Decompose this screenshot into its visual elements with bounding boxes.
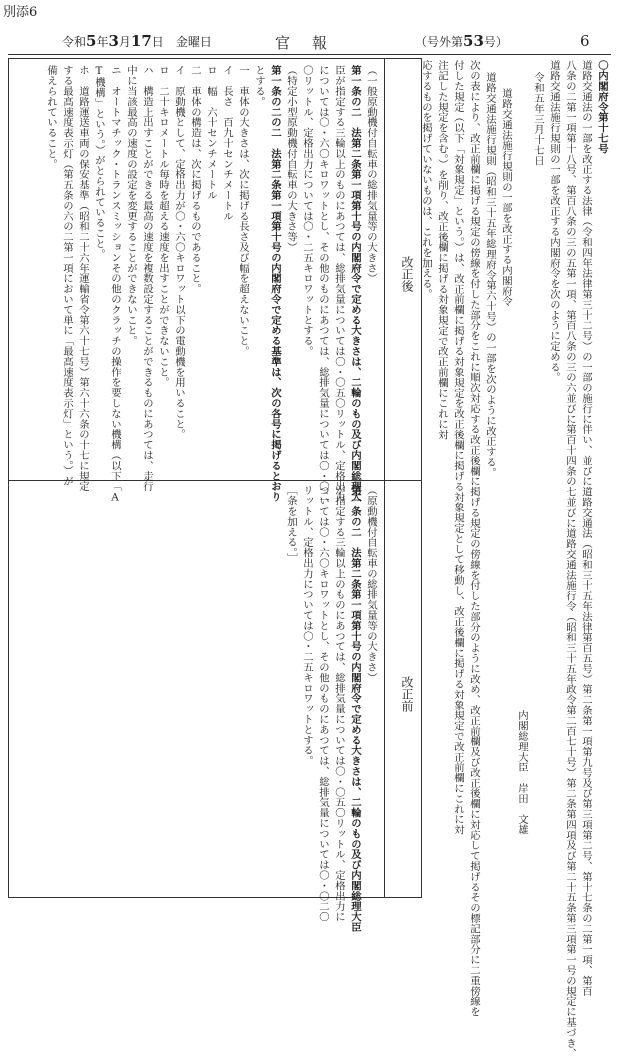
after-line: とする。 — [253, 65, 265, 107]
after-line: ニ オートマチック・トランスミッションその他のクラッチの操作を要しない機構（以下「A — [109, 65, 121, 504]
after-line: ハ 構造上出すことができる最高の速度を複数設定することができるものにあつては、走行 — [141, 65, 153, 492]
before-text — [283, 485, 379, 933]
gazette-title: 官報 — [275, 34, 350, 52]
ordinance-body-4: 注記した規定を含む。）を削り、改正後欄に掲げる対象規定で改正前欄にこれに対 — [436, 60, 448, 440]
after-line: （特定小型原動機付自転車の大きさ等） — [285, 65, 297, 253]
label-divider — [384, 59, 385, 897]
after-line: イ 長さ 百九十センチメートル — [221, 65, 233, 221]
before-label: 改正前 — [400, 676, 414, 712]
after-line: ホ 道路運送車両の保安基準（昭和二十六年運輸省令第六十七号）第六十六条の十七に規定 — [77, 65, 89, 492]
after-line: ロ 二十キロメートル毎時を超える速度を出すことができないこと。 — [157, 65, 169, 388]
before-line: 第一条の二 法第二条第一項第十号の内閣府令で定める大きさは、二輪のもの及び内閣総理大臣 — [349, 485, 361, 933]
gazette-header — [0, 28, 617, 52]
after-line: 二 車体の構造は、次に掲げるものであること。 — [189, 65, 201, 294]
header-rule — [8, 54, 611, 55]
after-line: 備えられていること。 — [45, 65, 57, 169]
ordinance-subtitle: 道路交通法施行規則の一部を改正する内閣府令 — [500, 88, 512, 307]
after-line: 〇リットル、定格出力については〇・二五キロワットとする。 — [301, 65, 313, 357]
before-line: ついては〇・六〇キロワットとし、その他のものにあつては、総排気量については〇・〇二〇 — [317, 485, 329, 922]
after-text — [43, 65, 379, 504]
ordinance-title: 〇内閣府令第十七号 — [596, 60, 608, 154]
issue-date: 令和5年3月17日 金曜日 — [62, 32, 212, 50]
page-number: 6 — [580, 32, 590, 50]
after-line: ロ 幅 六十センチメートル — [205, 65, 217, 201]
before-line: （原動機付自転車の総排気量等の大きさ） — [365, 485, 377, 683]
after-line: イ 原動機として、定格出力が〇・六〇キロワット以下の電動機を用いること。 — [173, 65, 185, 440]
ordinance-intro-1: 道路交通法の一部を改正する法律（令和四年法律第三十二号）の一部の施行に伴い、並びに道路交通法（昭和三十五年法律第百五号）第二条第一項第九号及び第三項第二号、第十七条の二第一項、第百 — [580, 60, 592, 996]
after-line: 第一条の二の二 法第二条第一項第十号の内閣府令で定める基準は、次の各号に掲げるとおり — [269, 65, 281, 502]
ordinance-body-2: 次の表により、改正前欄に掲げる規定の傍線を付した部分をこれに順次対応する改正後欄に掲げる規定の傍線を付した部分のように改め、改正前欄及び改正後欄に対応して掲げるその標記部分に二重傍線を — [468, 60, 480, 1017]
ordinance-intro-2: 八条の二第一項第十八号、第百八条の三の五第一項、第百八条の三の六並びに第百十四条の七並びに道路交通法施行令（昭和三十五年政令第二百七十号）第二条第四項及び第二十五条第三項第一号の規定に基づき、 — [564, 60, 576, 1058]
after-line: 中に当該最高の速度の設定を変更することができないこと。 — [125, 65, 137, 346]
before-line: が指定する三輪以上のものにあつては、総排気量については〇・〇五〇リットル、定格出力に — [333, 485, 345, 922]
before-line: ［条を加える。］ — [285, 485, 297, 563]
ordinance-body-3: 付した規定（以下「対象規定」という。）は、改正前欄に掲げる対象規定を改正後欄に掲げる対象規定として移動し、改正後欄に掲げる対象規定で改正前欄にこれに対 — [452, 60, 464, 835]
extra-issue: （号外第53号） — [415, 32, 508, 50]
ordinance-body-1: 道路交通法施行規則（昭和三十五年総理府令第六十号）の一部を次のように改正する。 — [484, 72, 496, 478]
before-line: リットル、定格出力については〇・二五キロワットとする。 — [301, 485, 313, 766]
amendment-table — [8, 58, 422, 933]
document-tag: 別添6 — [3, 5, 38, 20]
after-line: 臣が指定する三輪以上のものにあつては、総排気量については〇・〇五〇リットル、定格出力 — [333, 65, 345, 502]
after-line: 一 車体の大きさは、次に掲げる長さ及び幅を超えないこと。 — [237, 65, 249, 357]
ordinance-body-5: 応するものを掲げていないものは、これを加える。 — [420, 60, 432, 300]
ordinance-intro-3: 道路交通法施行規則の一部を改正する内閣府令を次のように定める。 — [548, 60, 560, 383]
after-line: については〇・六〇キロワットとし、その他のものにあつては、総排気量については〇・〇二 — [317, 65, 329, 502]
after-label: 改正後 — [400, 256, 414, 292]
ordinance-signer: 内閣総理大臣 岸田 文雄 — [516, 710, 528, 835]
ordinance-date: 令和五年三月十七日 — [532, 72, 544, 166]
after-line: する最高速度表示灯（第五条の六の二第一項において単に「最高速度表示灯」という。）が — [61, 65, 73, 487]
after-line: （一般原動機付自転車の総排気量等の大きさ） — [365, 65, 377, 284]
after-line: T機構」という。）がとられていること。 — [93, 65, 105, 259]
after-line: 第一条の二 法第二条第一項第十号の内閣府令で定める大きさは、二輪のもの及び内閣総理大 — [349, 65, 361, 502]
